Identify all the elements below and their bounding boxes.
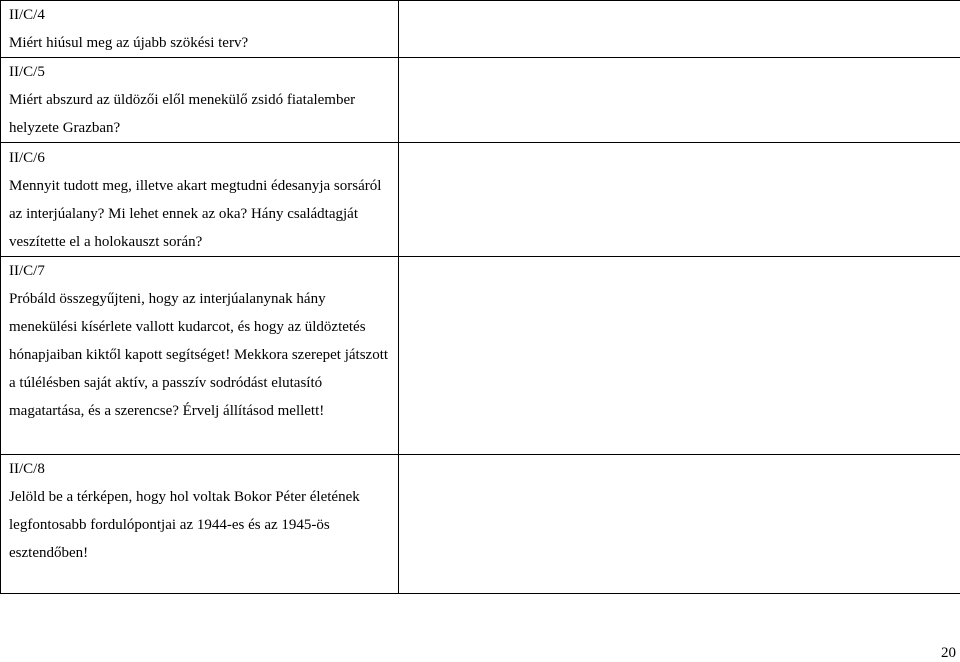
answer-cell[interactable] [399,58,960,143]
question-text: Jelöld be a térképen, hogy hol voltak Bokor Péter életének legfontosabb fordulópontjai az 1944-es és az 1945-ös esztendőben! [9,483,392,567]
question-code: II/C/5 [9,58,392,86]
question-cell [1,1,399,58]
question-cell [1,58,399,143]
question-row [1,1,960,58]
question-row [1,143,960,257]
question-text: Próbáld összegyűjteni, hogy az interjúalanynak hány menekülési kísérlete vallott kudarcot, és hogy az üldöztetés hónapjaiban kiktől kapott segítséget! Mekkora szerepet játszott a túlélésben saját aktív, a passzív sodródást elutasító magatartása, és a szerencse? Érvelj állításod mellett! [9,285,392,425]
question-text: Miért hiúsul meg az újabb szökési terv? [9,29,392,57]
question-row [1,455,960,594]
question-row [1,58,960,143]
answer-cell[interactable] [399,143,960,257]
question-cell [1,455,399,594]
question-code: II/C/6 [9,144,392,172]
question-text: Mennyit tudott meg, illetve akart megtudni édesanyja sorsáról az interjúalany? Mi lehet ennek az oka? Hány családtagját veszítette el a holokauszt során? [9,172,392,256]
question-code: II/C/4 [9,1,392,29]
question-text: Miért abszurd az üldözői elől menekülő zsidó fiatalember helyzete Grazban? [9,86,392,142]
answer-cell[interactable] [399,455,960,594]
question-code: II/C/7 [9,257,392,285]
answer-cell[interactable] [399,1,960,58]
page-number: 20 [941,644,956,662]
question-code: II/C/8 [9,455,392,483]
answer-cell[interactable] [399,257,960,455]
question-row [1,257,960,455]
question-cell [1,143,399,257]
question-cell [1,257,399,455]
